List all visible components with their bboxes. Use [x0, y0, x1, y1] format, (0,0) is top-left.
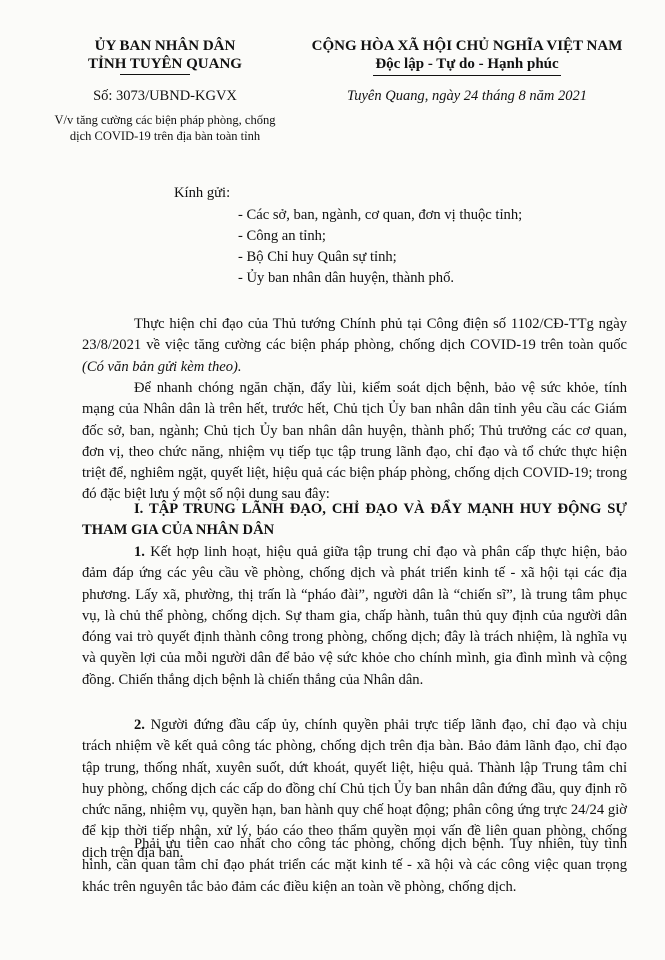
- paragraph-text: Để nhanh chóng ngăn chặn, đẩy lùi, kiểm soát dịch bệnh, bảo vệ sức khỏe, tính mạng của Nhân dân là trên hết, trước hết, Chủ tịch Ủy ban nhân dân tỉnh yêu cầu các Giám đốc sở, ban, ngành; Chủ tịch Ủy ban nhân dân huyện, thành phố; Thủ trưởng các cơ quan, đơn vị, theo chức năng, nhiệm vụ tiếp tục tập trung lãnh đạo, chỉ đạo và tổ chức thực hiện triệt để, nghiêm ngặt, quyết liệt, hiệu quả các biện pháp phòng, chống dịch COVID-19; trong đó đặc biệt lưu ý một số nội dung sau đây:: [82, 380, 627, 503]
- paragraph-text: Phải ưu tiên cao nhất cho công tác phòng, chống dịch bệnh. Tuy nhiên, tùy tình hình, cần quan tâm chỉ đạo phát triển các mặt kinh tế - xã hội và các công việc quan trọng khác trên nguyên tắc bảo đảm các điều kiện an toàn về phòng, chống dịch.: [82, 836, 627, 895]
- salutation: Kính gửi:: [174, 185, 231, 201]
- national-title: CỘNG HÒA XÃ HỘI CHỦ NGHĨA VIỆT NAM: [311, 38, 623, 54]
- body-paragraph-last: [82, 834, 627, 898]
- issuer-line-1: ỦY BAN NHÂN DÂN: [94, 38, 236, 54]
- motto-underline: [373, 75, 561, 76]
- item-text: Kết hợp linh hoạt, hiệu quả giữa tập trung chỉ đạo và phân cấp thực hiện, bảo đảm đáp ứng các yêu cầu về phòng, chống dịch và phát triển kinh tế - xã hội tại các địa phương. Lấy xã, phường, thị trấn là “pháo đài”, người dân là “chiến sĩ”, là trung tâm phục vụ, là chủ thể phòng, chống dịch. Sự tham gia, chấp hành, tuân thủ quy định của người dân đóng vai trò quyết định thành công trong phòng, chống dịch; đây là trách nhiệm, là nghĩa vụ và quyền lợi của mỗi người dân để bảo vệ sức khỏe cho chính mình, gia đình mình và cộng đồng. Chiến thắng dịch bệnh là chiến thắng của Nhân dân.: [82, 544, 627, 688]
- subject-line-1: V/v tăng cường các biện pháp phòng, chống: [54, 113, 276, 127]
- document-number: Số: 3073/UBND-KGVX: [93, 88, 237, 104]
- paragraph-text: Thực hiện chỉ đạo của Thủ tướng Chính phủ tại Công điện số 1102/CĐ-TTg ngày 23/8/2021 về việc tăng cường các biện pháp phòng, chống dịch COVID-19 trên toàn quốc: [82, 316, 627, 354]
- recipient-item: - Ủy ban nhân dân huyện, thành phố.: [238, 270, 455, 286]
- attachment-note: (Có văn bản gửi kèm theo).: [82, 358, 242, 375]
- issuer-underline: [120, 74, 190, 75]
- body-paragraph-1: [82, 314, 627, 378]
- body-paragraph-2: [82, 378, 627, 506]
- national-motto: Độc lập - Tự do - Hạnh phúc: [375, 56, 559, 72]
- item-1: [82, 542, 627, 691]
- subject-line-2: dịch COVID-19 trên địa bàn toàn tỉnh: [69, 129, 261, 143]
- place-date: Tuyên Quang, ngày 24 tháng 8 năm 2021: [346, 88, 588, 104]
- recipient-item: - Bộ Chỉ huy Quân sự tỉnh;: [238, 249, 397, 265]
- recipient-item: - Công an tỉnh;: [238, 228, 326, 244]
- issuer-line-2: TỈNH TUYÊN QUANG: [88, 56, 242, 72]
- item-text: Người đứng đầu cấp ủy, chính quyền phải trực tiếp lãnh đạo, chỉ đạo và chịu trách nhiệm về kết quả công tác phòng, chống dịch trên địa bàn. Bảo đảm lãnh đạo, chỉ đạo tập trung, thống nhất, xuyên suốt, dứt khoát, quyết liệt, hiệu quả. Thành lập Trung tâm chỉ huy phòng, chống dịch các cấp do đồng chí Chủ tịch Ủy ban nhân dân đứng đầu, quy định rõ chức năng, nhiệm vụ, quyền hạn, ban hành quy chế hoạt động; phân công ứng trực 24/24 giờ để kịp thời tiếp nhận, xử lý, báo cáo theo thẩm quyền mọi vấn đề liên quan phòng, chống dịch trên địa bàn.: [82, 717, 627, 861]
- item-number: 2.: [134, 717, 145, 733]
- item-number: 1.: [134, 544, 145, 560]
- section-1-heading: [82, 499, 627, 542]
- section-title: I. TẬP TRUNG LÃNH ĐẠO, CHỈ ĐẠO VÀ ĐẨY MẠNH HUY ĐỘNG SỰ THAM GIA CỦA NHÂN DÂN: [82, 501, 627, 539]
- recipient-item: - Các sở, ban, ngành, cơ quan, đơn vị thuộc tỉnh;: [238, 207, 523, 223]
